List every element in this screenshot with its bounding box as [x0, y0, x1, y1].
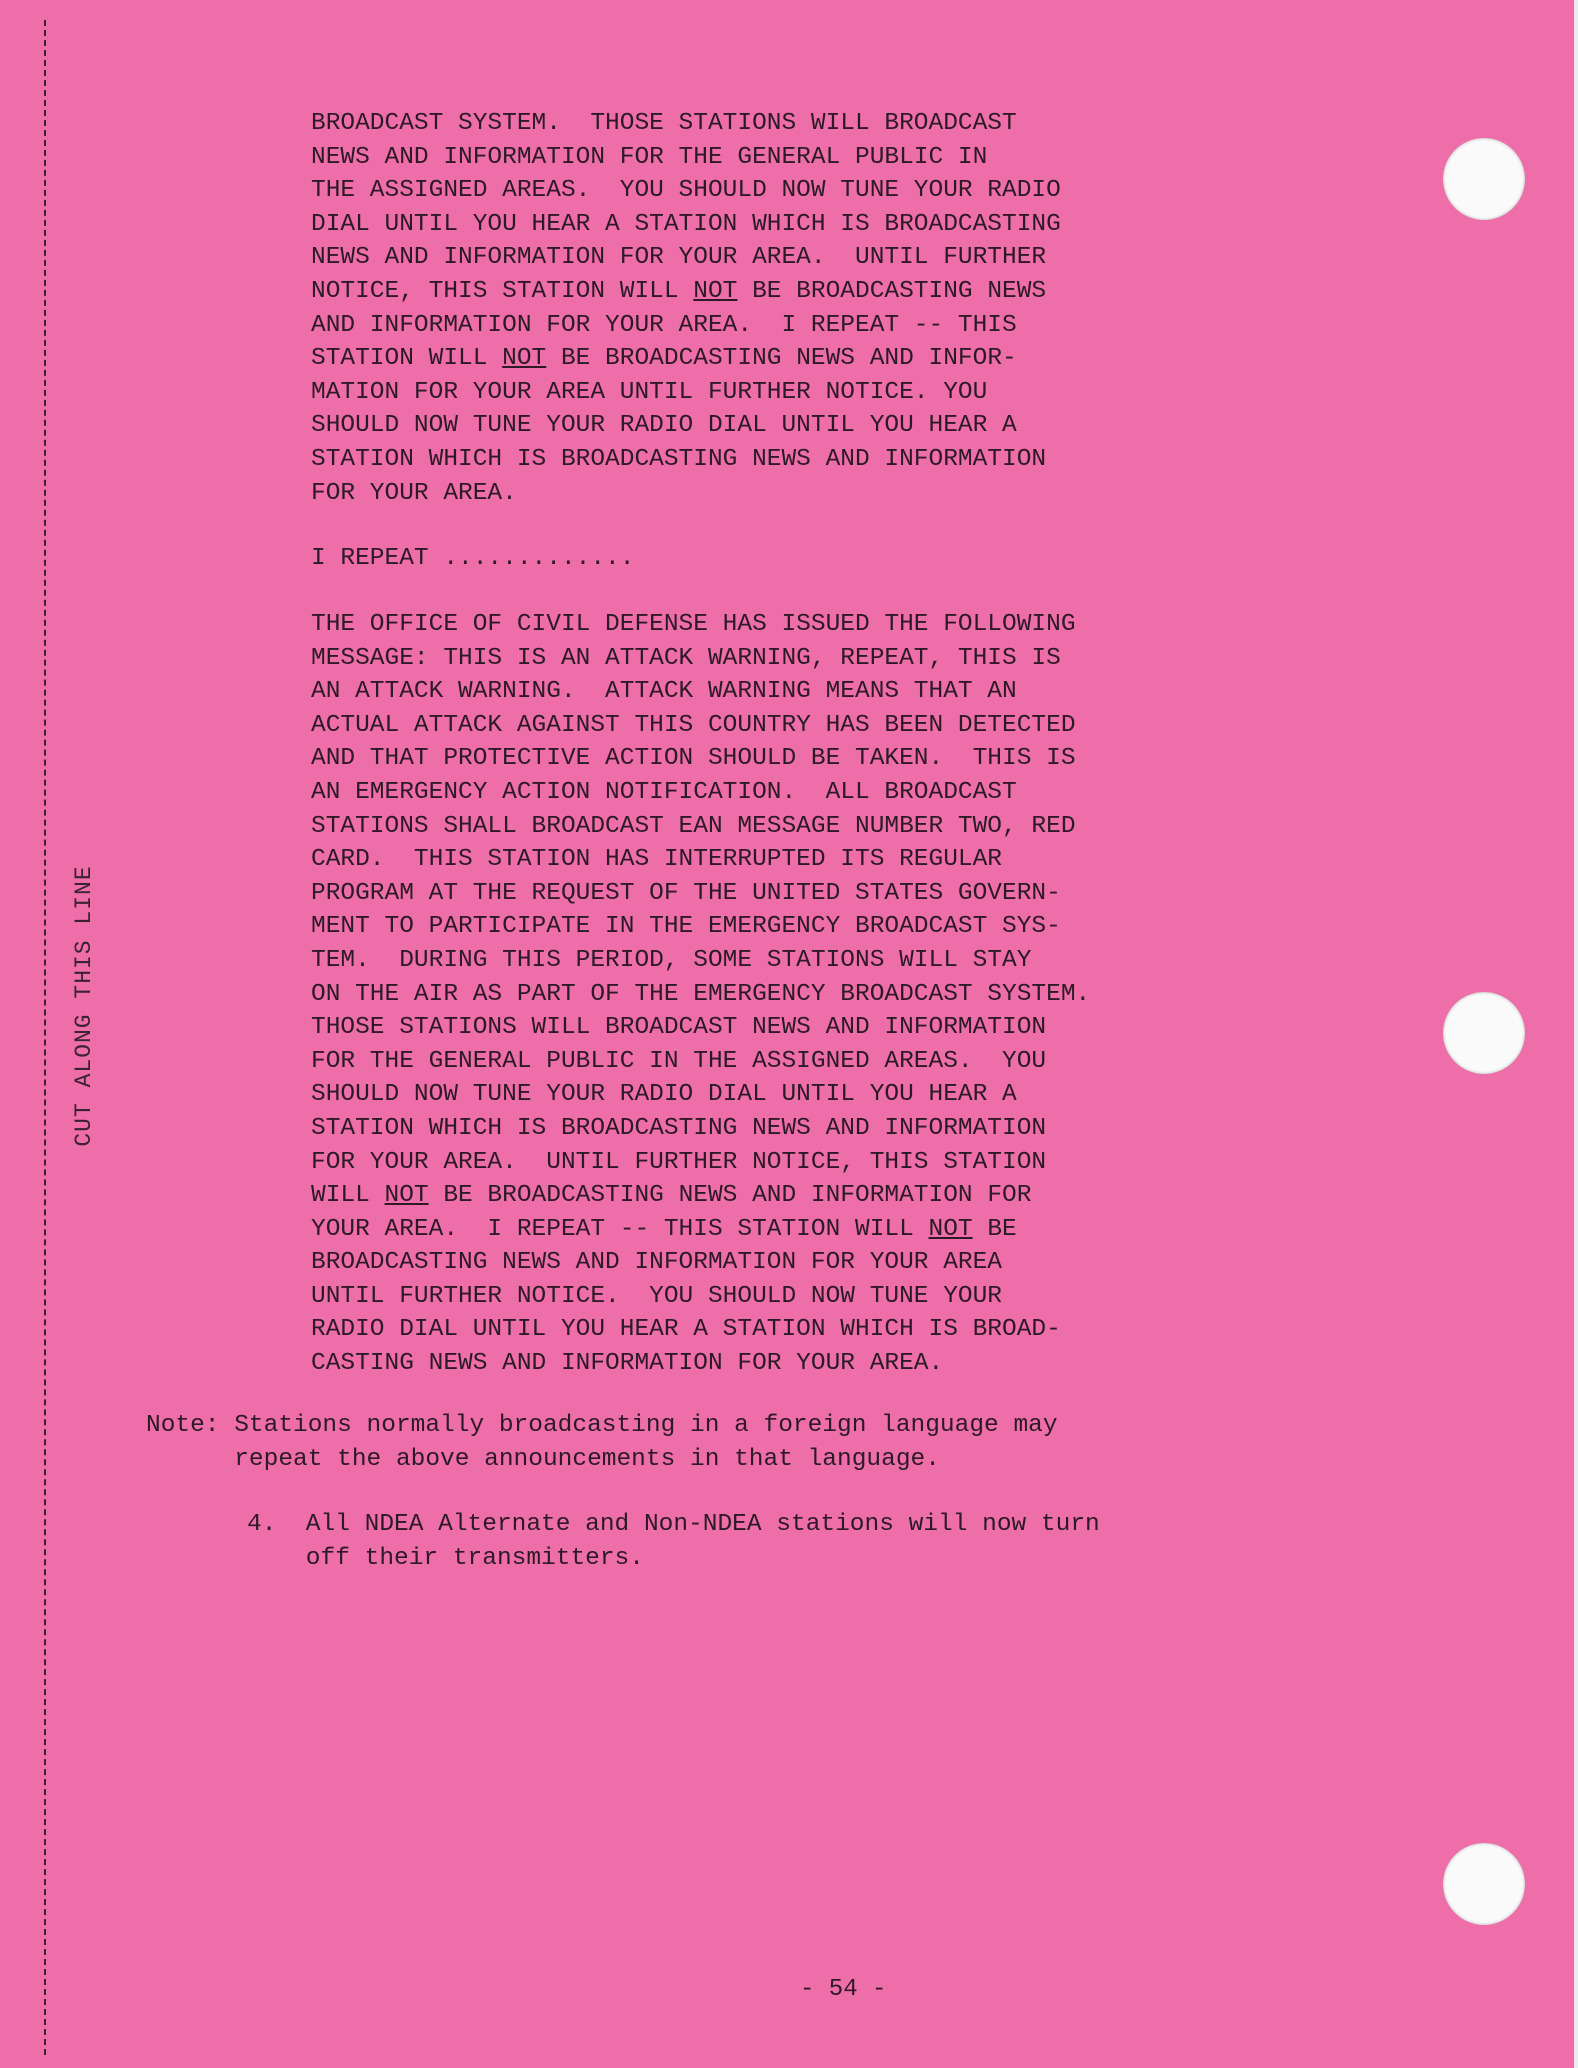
line-text: THE OFFICE OF CIVIL DEFENSE HAS ISSUED THE FOLLOWING [311, 611, 1076, 638]
line-text: SHOULD NOW TUNE YOUR RADIO DIAL UNTIL YOU HEAR A [311, 1081, 1017, 1109]
line-text: BE BROADCASTING NEWS AND INFOR- [546, 345, 1017, 373]
line-text: AN EMERGENCY ACTION NOTIFICATION. ALL BROADCAST [311, 778, 1017, 806]
line-text: off their transmitters. [247, 1544, 644, 1572]
repeat-line: I REPEAT ............. [311, 545, 635, 572]
line-text: THOSE STATIONS WILL BROADCAST NEWS AND INFORMATION [311, 1014, 1047, 1042]
punch-hole-bottom [1443, 1843, 1525, 1925]
underlined-word: NOT [693, 277, 738, 305]
text-line [311, 910, 1090, 944]
line-text: AND THAT PROTECTIVE ACTION SHOULD BE TAKEN. THIS IS [311, 745, 1076, 773]
line-text: ACTUAL ATTACK AGAINST THIS COUNTRY HAS BEEN DETECTED [311, 711, 1076, 739]
underlined-word: NOT [928, 1215, 973, 1243]
text-line [311, 241, 1061, 275]
punch-hole-top [1443, 138, 1525, 220]
text-line [311, 477, 1061, 511]
line-text: Note: Stations normally broadcasting in a foreign language may [146, 1412, 1058, 1439]
underlined-word: NOT [384, 1182, 429, 1210]
line-text: BE BROADCASTING NEWS [737, 277, 1047, 305]
text-line [311, 1011, 1090, 1045]
line-text: CASTING NEWS AND INFORMATION FOR YOUR AREA. [311, 1350, 944, 1378]
line-text: NEWS AND INFORMATION FOR YOUR AREA. UNTIL FURTHER [311, 244, 1047, 272]
text-line [311, 107, 1061, 141]
text-line [311, 309, 1061, 343]
text-line [247, 1508, 1100, 1542]
text-line [311, 1045, 1090, 1079]
cut-line [44, 20, 46, 2055]
line-text: BROADCASTING NEWS AND INFORMATION FOR YOUR AREA [311, 1249, 1003, 1277]
line-text: SHOULD NOW TUNE YOUR RADIO DIAL UNTIL YOU HEAR A [311, 412, 1017, 440]
text-line [311, 409, 1061, 443]
item-4-paragraph [247, 1508, 1100, 1575]
line-text: BE BROADCASTING NEWS AND INFORMATION FOR [428, 1182, 1032, 1210]
line-text: BE [972, 1215, 1017, 1243]
line-text: THE ASSIGNED AREAS. YOU SHOULD NOW TUNE YOUR RADIO [311, 177, 1061, 205]
line-text: DIAL UNTIL YOU HEAR A STATION WHICH IS BROADCASTING [311, 210, 1061, 238]
line-text: MATION FOR YOUR AREA UNTIL FURTHER NOTICE. YOU [311, 378, 988, 406]
text-line [311, 275, 1061, 309]
attack-warning-message [311, 608, 1090, 1381]
text-line [311, 1146, 1090, 1180]
text-line [311, 1280, 1090, 1314]
line-text: CARD. THIS STATION HAS INTERRUPTED ITS REGULAR [311, 846, 1003, 874]
text-line [311, 742, 1090, 776]
text-line [146, 1443, 1058, 1477]
text-line [311, 709, 1090, 743]
paragraph-continuation [311, 107, 1061, 510]
line-text: FOR YOUR AREA. UNTIL FURTHER NOTICE, THIS STATION [311, 1148, 1047, 1176]
line-text: STATION WILL [311, 345, 503, 373]
note-paragraph [146, 1409, 1058, 1476]
text-line [311, 675, 1090, 709]
text-line [311, 642, 1090, 676]
line-text: RADIO DIAL UNTIL YOU HEAR A STATION WHICH IS BROAD- [311, 1316, 1061, 1344]
line-text: FOR THE GENERAL PUBLIC IN THE ASSIGNED AREAS. YOU [311, 1047, 1047, 1075]
line-text: AN ATTACK WARNING. ATTACK WARNING MEANS THAT AN [311, 678, 1017, 706]
punch-hole-middle [1443, 992, 1525, 1074]
text-line [311, 978, 1090, 1012]
line-text: BROADCAST SYSTEM. THOSE STATIONS WILL BROADCAST [311, 110, 1017, 137]
line-text: MENT TO PARTICIPATE IN THE EMERGENCY BROADCAST SYS- [311, 913, 1061, 941]
line-text: NEWS AND INFORMATION FOR THE GENERAL PUBLIC IN [311, 143, 988, 171]
text-line [311, 1179, 1090, 1213]
text-line [311, 944, 1090, 978]
line-text: STATIONS SHALL BROADCAST EAN MESSAGE NUMBER TWO, RED [311, 812, 1076, 840]
text-line [311, 1112, 1090, 1146]
text-line [311, 208, 1061, 242]
text-line [311, 141, 1061, 175]
line-text: MESSAGE: THIS IS AN ATTACK WARNING, REPEAT, THIS IS [311, 644, 1061, 672]
text-line [146, 1409, 1058, 1443]
text-line [311, 1347, 1090, 1381]
line-text: 4. All NDEA Alternate and Non-NDEA stations will now turn [247, 1511, 1100, 1538]
paper-edge [1574, 0, 1578, 2068]
text-line [311, 1213, 1090, 1247]
line-text: FOR YOUR AREA. [311, 479, 517, 507]
text-line [311, 776, 1090, 810]
line-text: STATION WHICH IS BROADCASTING NEWS AND INFORMATION [311, 1114, 1047, 1142]
line-text: NOTICE, THIS STATION WILL [311, 277, 694, 305]
line-text: TEM. DURING THIS PERIOD, SOME STATIONS WILL STAY [311, 946, 1032, 974]
line-text: STATION WHICH IS BROADCASTING NEWS AND INFORMATION [311, 445, 1047, 473]
text-line [311, 1078, 1090, 1112]
cut-line-label: CUT ALONG THIS LINE [71, 865, 97, 1147]
text-line [311, 608, 1090, 642]
line-text: ON THE AIR AS PART OF THE EMERGENCY BROADCAST SYSTEM. [311, 980, 1091, 1008]
line-text: YOUR AREA. I REPEAT -- THIS STATION WILL [311, 1215, 929, 1243]
line-text: UNTIL FURTHER NOTICE. YOU SHOULD NOW TUNE YOUR [311, 1282, 1003, 1310]
text-line [311, 843, 1090, 877]
text-line [311, 1246, 1090, 1280]
text-line [311, 877, 1090, 911]
text-line [311, 810, 1090, 844]
text-line [311, 376, 1061, 410]
text-line [311, 342, 1061, 376]
text-line [247, 1542, 1100, 1576]
line-text: repeat the above announcements in that language. [146, 1445, 940, 1473]
line-text: AND INFORMATION FOR YOUR AREA. I REPEAT -- THIS [311, 311, 1017, 339]
page-number: - 54 - [800, 1976, 887, 2003]
text-line [311, 174, 1061, 208]
underlined-word: NOT [502, 345, 547, 373]
line-text: PROGRAM AT THE REQUEST OF THE UNITED STATES GOVERN- [311, 879, 1061, 907]
line-text: WILL [311, 1182, 385, 1210]
text-line [311, 443, 1061, 477]
text-line [311, 1313, 1090, 1347]
